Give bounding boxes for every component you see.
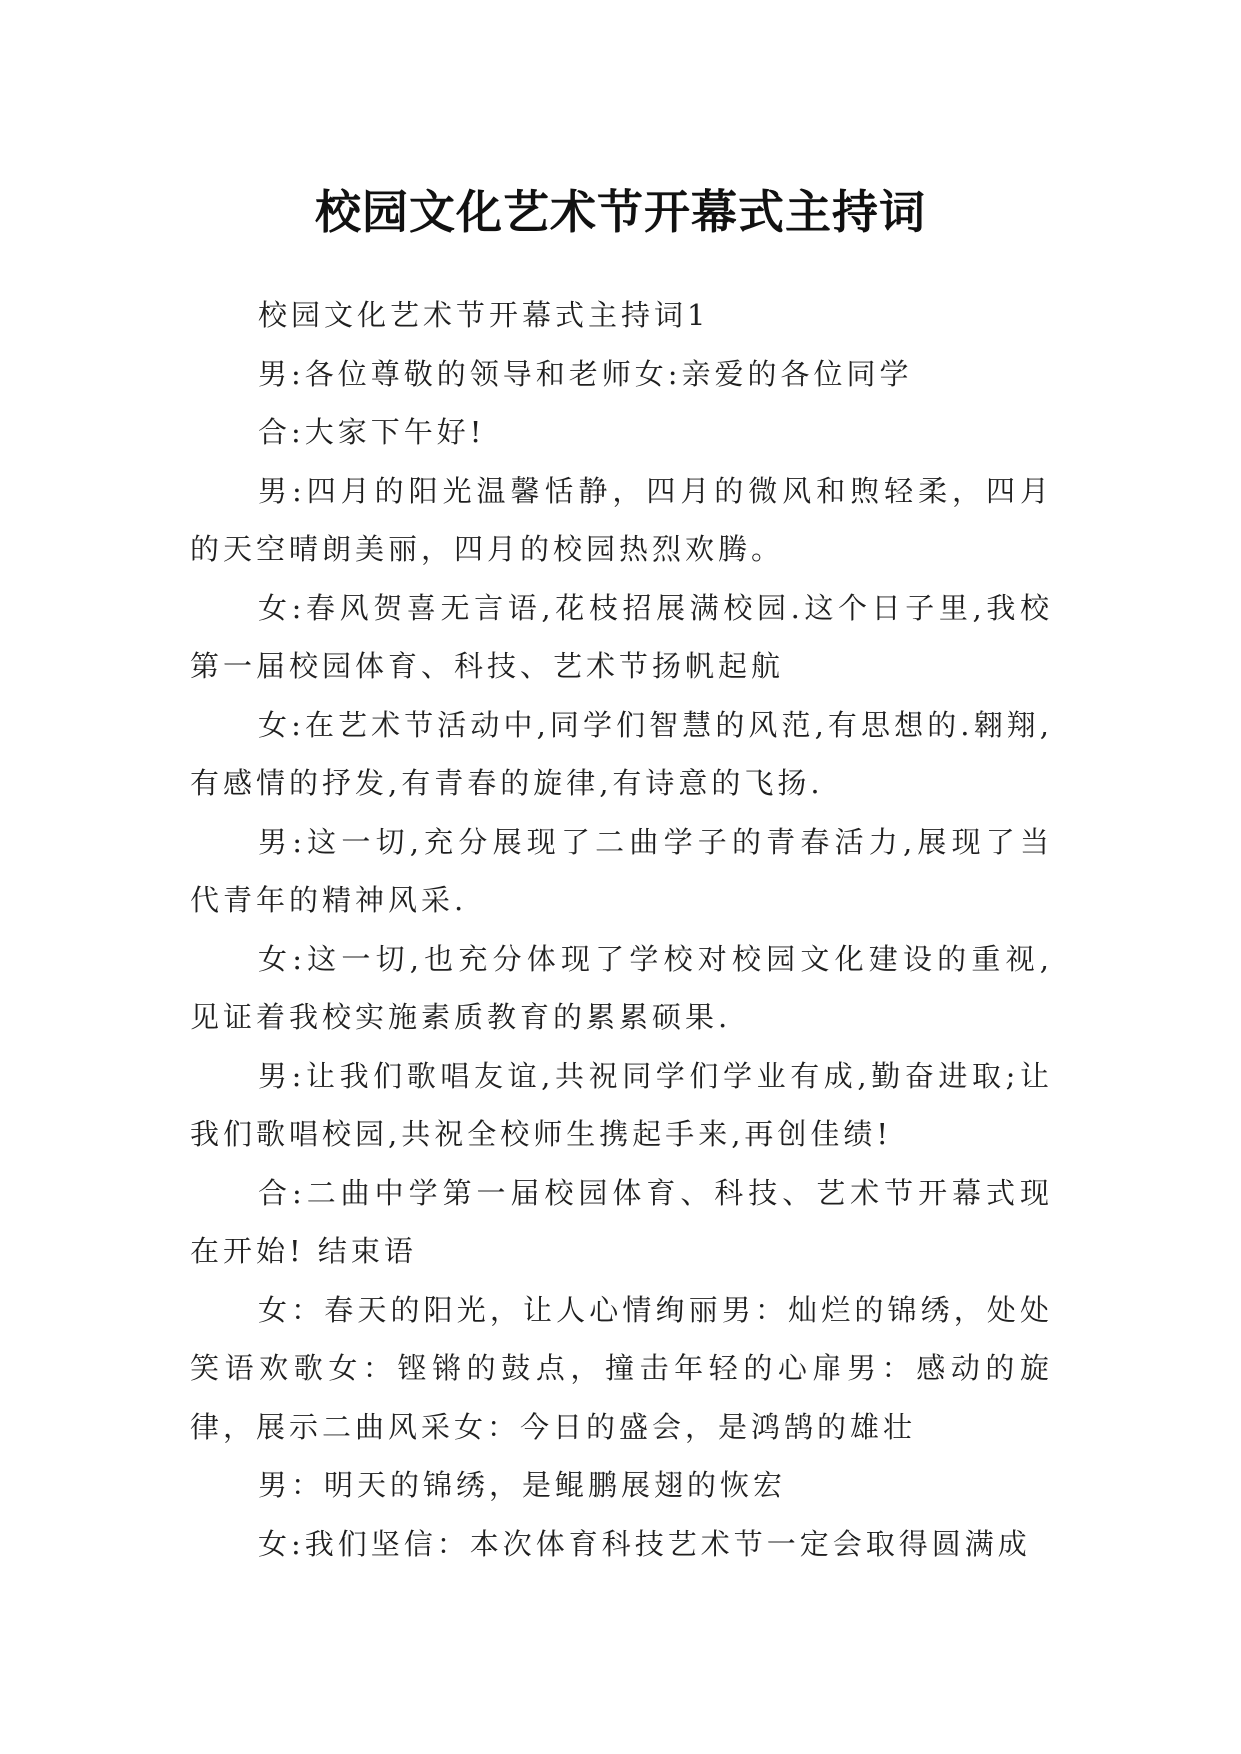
- paragraph: 男:四月的阳光温馨恬静，四月的微风和煦轻柔，四月的天空晴朗美丽，四月的校园热烈欢腾。: [190, 473, 1053, 566]
- document-title: 校园文化艺术节开幕式主持词: [315, 184, 926, 239]
- paragraph: 男:各位尊敬的领导和老师女:亲爱的各位同学: [258, 356, 913, 391]
- document-body: [190, 286, 1053, 1573]
- paragraph: 女:我们坚信：本次体育科技艺术节一定会取得圆满成: [258, 1526, 1031, 1561]
- paragraph: 女:春风贺喜无言语,花枝招展满校园.这个日子里,我校第一届校园体育、科技、艺术节扬帆起航: [190, 590, 1053, 683]
- paragraph: 女:这一切,也充分体现了学校对校园文化建设的重视,见证着我校实施素质教育的累累硕果.: [190, 941, 1053, 1034]
- paragraph: 男:这一切,充分展现了二曲学子的青春活力,展现了当代青年的精神风采.: [190, 824, 1053, 917]
- paragraph: 女:在艺术节活动中,同学们智慧的风范,有思想的.翱翔,有感情的抒发,有青春的旋律,有诗意的飞扬.: [190, 707, 1053, 800]
- paragraph: 合:二曲中学第一届校园体育、科技、艺术节开幕式现在开始! 结束语: [190, 1175, 1053, 1268]
- paragraph-heading: 校园文化艺术节开幕式主持词1: [258, 298, 710, 332]
- paragraph: 男：明天的锦绣，是鲲鹏展翅的恢宏: [258, 1468, 787, 1502]
- paragraph: 男:让我们歌唱友谊,共祝同学们学业有成,勤奋进取;让我们歌唱校园,共祝全校师生携起手来,再创佳绩!: [190, 1058, 1053, 1151]
- paragraph: 女：春天的阳光，让人心情绚丽男：灿烂的锦绣，处处笑语欢歌女：铿锵的鼓点，撞击年轻的心扉男：感动的旋律，展示二曲风采女：今日的盛会，是鸿鹄的雄壮: [190, 1292, 1053, 1444]
- paragraph: 合:大家下午好!: [258, 415, 486, 449]
